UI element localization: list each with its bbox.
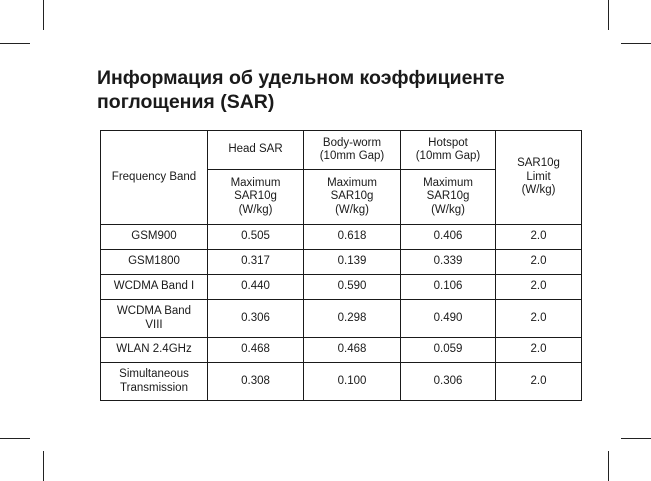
table-row xyxy=(101,338,582,363)
cell-head: 0.440 xyxy=(208,275,304,300)
cell-band: GSM900 xyxy=(101,225,208,250)
sar-table xyxy=(100,130,582,401)
page-title: Информация об удельном коэффициенте поглощения (SAR) xyxy=(97,67,505,113)
cell-head: 0.317 xyxy=(208,250,304,275)
cell-limit: 2.0 xyxy=(496,363,582,401)
header-max-body: Maximum SAR10g (W/kg) xyxy=(304,170,401,225)
cell-band: WCDMA Band VIII xyxy=(101,300,208,338)
cell-hotspot: 0.406 xyxy=(401,225,496,250)
table-row xyxy=(101,250,582,275)
header-head-sar: Head SAR xyxy=(208,131,304,170)
cell-band: WCDMA Band I xyxy=(101,275,208,300)
cell-limit: 2.0 xyxy=(496,275,582,300)
cell-limit: 2.0 xyxy=(496,300,582,338)
crop-mark-top-left-horizontal xyxy=(0,43,30,44)
cell-band: WLAN 2.4GHz xyxy=(101,338,208,363)
crop-mark-top-left-vertical xyxy=(43,0,44,30)
cell-head: 0.468 xyxy=(208,338,304,363)
cell-band: Simultaneous Transmission xyxy=(101,363,208,401)
cell-body: 0.139 xyxy=(304,250,401,275)
crop-mark-bottom-left-vertical xyxy=(43,451,44,481)
table-row xyxy=(101,363,582,401)
cell-body: 0.468 xyxy=(304,338,401,363)
cell-head: 0.505 xyxy=(208,225,304,250)
cell-limit: 2.0 xyxy=(496,225,582,250)
cell-body: 0.298 xyxy=(304,300,401,338)
crop-mark-top-right-horizontal xyxy=(621,43,651,44)
cell-body: 0.590 xyxy=(304,275,401,300)
cell-hotspot: 0.106 xyxy=(401,275,496,300)
cell-band: GSM1800 xyxy=(101,250,208,275)
cell-limit: 2.0 xyxy=(496,338,582,363)
cell-hotspot: 0.059 xyxy=(401,338,496,363)
crop-mark-top-right-vertical xyxy=(608,0,609,30)
crop-mark-bottom-right-vertical xyxy=(608,451,609,481)
table-row xyxy=(101,275,582,300)
cell-hotspot: 0.339 xyxy=(401,250,496,275)
table-row xyxy=(101,225,582,250)
header-body-worn: Body-worm (10mm Gap) xyxy=(304,131,401,170)
cell-limit: 2.0 xyxy=(496,250,582,275)
crop-mark-bottom-left-horizontal xyxy=(0,438,30,439)
cell-body: 0.100 xyxy=(304,363,401,401)
header-sar-limit: SAR10g Limit (W/kg) xyxy=(496,131,582,225)
cell-head: 0.306 xyxy=(208,300,304,338)
crop-mark-bottom-right-horizontal xyxy=(621,438,651,439)
header-row-1 xyxy=(101,131,582,170)
cell-hotspot: 0.490 xyxy=(401,300,496,338)
cell-hotspot: 0.306 xyxy=(401,363,496,401)
cell-head: 0.308 xyxy=(208,363,304,401)
cell-body: 0.618 xyxy=(304,225,401,250)
table-row xyxy=(101,300,582,338)
header-max-hotspot: Maximum SAR10g (W/kg) xyxy=(401,170,496,225)
header-hotspot: Hotspot (10mm Gap) xyxy=(401,131,496,170)
header-frequency-band: Frequency Band xyxy=(101,131,208,225)
header-max-head: Maximum SAR10g (W/kg) xyxy=(208,170,304,225)
